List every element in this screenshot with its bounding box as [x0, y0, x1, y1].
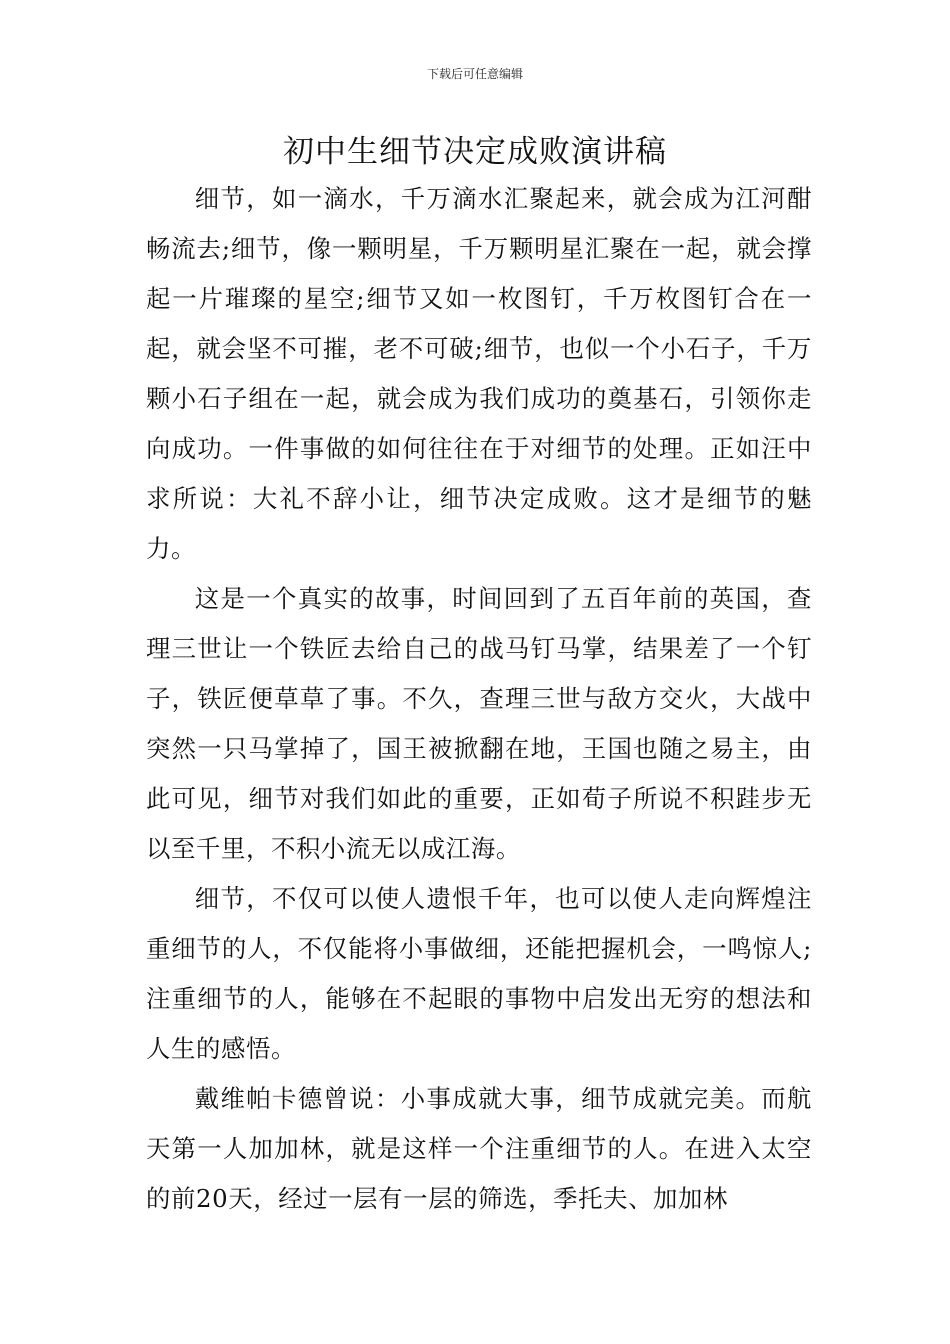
- paragraph: 细节，如一滴水，千万滴水汇聚起来，就会成为江河酣畅流去;细节，像一颗明星，千万颗明星汇聚在一起，就会撑起一片璀璨的星空;细节又如一枚图钉，千万枚图钉合在一起，就会坚不可摧，老不可破;细节，也似一个小石子，千万颗小石子组在一起，就会成为我们成功的奠基石，引领你走向成功。一件事做的如何往往在于对细节的处理。正如汪中求所说：大礼不辞小让，细节决定成败。这才是细节的魅力。: [146, 184, 812, 563]
- paragraph: 戴维帕卡德曾说：小事成就大事，细节成就完美。而航天第一人加加林，就是这样一个注重细节的人。在进入太空的前20天，经过一层有一层的筛选，季托夫、加加林: [146, 1084, 812, 1213]
- paragraph: 这是一个真实的故事，时间回到了五百年前的英国，查理三世让一个铁匠去给自己的战马钉马掌，结果差了一个钉子，铁匠便草草了事。不久，查理三世与敌方交火，大战中突然一只马掌掉了，国王被掀翻在地，王国也随之易主，由此可见，细节对我们如此的重要，正如荀子所说不积跬步无以至千里，不积小流无以成江海。: [146, 584, 812, 863]
- document-body: [146, 174, 812, 1224]
- document-title: 初中生细节决定成败演讲稿: [283, 134, 667, 170]
- paragraph: 细节，不仅可以使人遗恨千年，也可以使人走向辉煌注重细节的人，不仅能将小事做细，还能把握机会，一鸣惊人;注重细节的人，能够在不起眼的事物中启发出无穷的想法和人生的感悟。: [146, 884, 812, 1063]
- header-note: 下载后可任意编辑: [426, 67, 523, 81]
